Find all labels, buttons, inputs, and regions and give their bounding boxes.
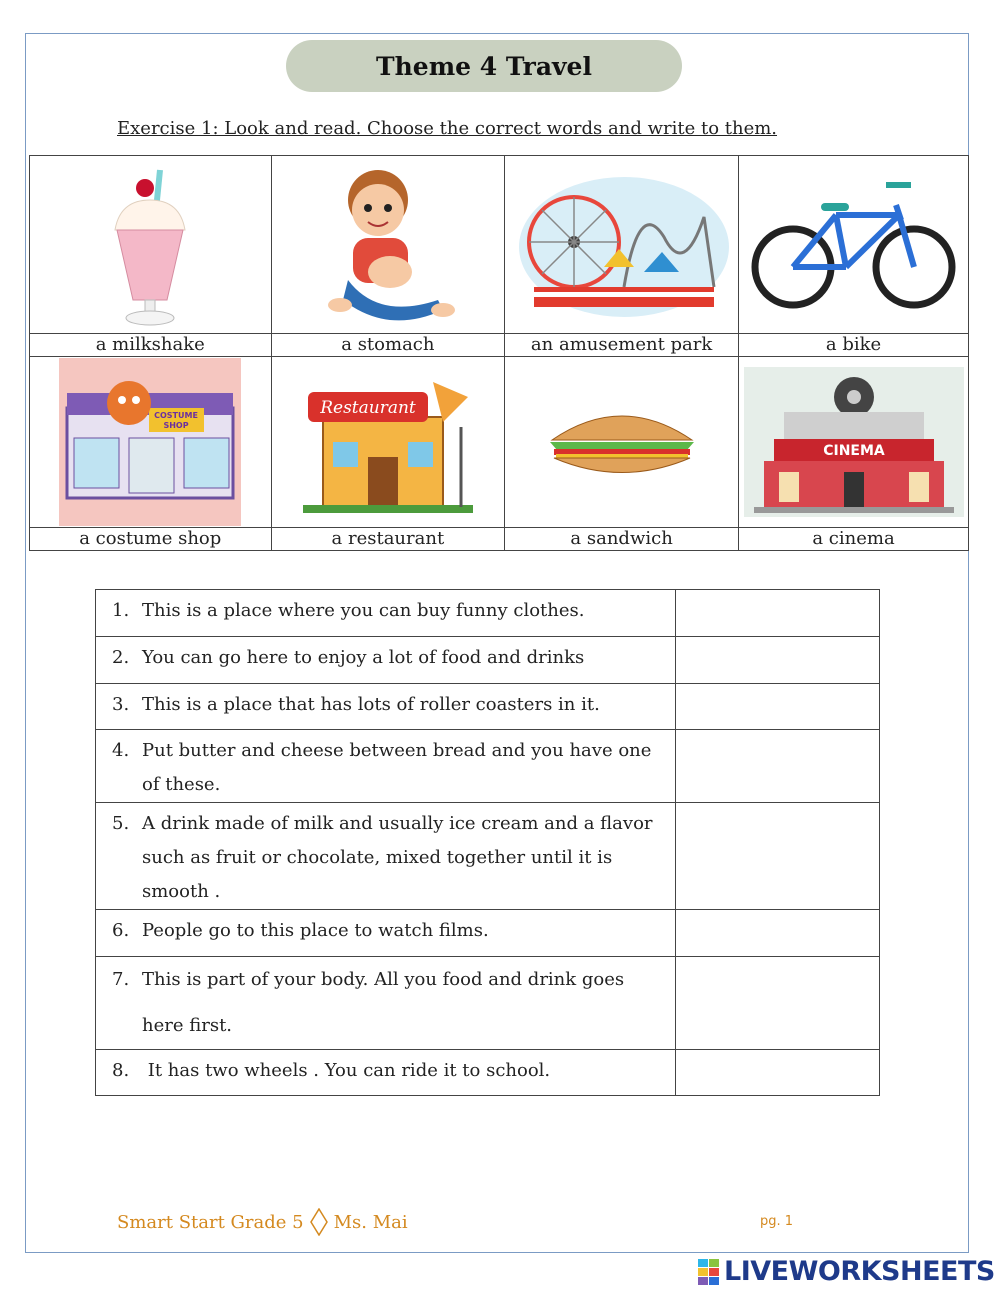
cinema-cell bbox=[739, 357, 969, 528]
table-row bbox=[96, 1050, 880, 1096]
svg-text:CINEMA: CINEMA bbox=[822, 443, 885, 459]
page-number: pg. 1 bbox=[760, 1214, 794, 1229]
footer-course: Smart Start Grade 5 bbox=[117, 1211, 304, 1233]
costume-shop-icon bbox=[59, 358, 241, 526]
picture-label: a stomach bbox=[271, 334, 505, 357]
page-title: Theme 4 Travel bbox=[286, 40, 682, 92]
table-row bbox=[96, 803, 880, 910]
diamond-icon bbox=[310, 1208, 328, 1236]
amusement-park-cell bbox=[505, 156, 739, 334]
boy-stomach-icon bbox=[318, 160, 458, 330]
liveworksheets-blocks-icon bbox=[698, 1259, 720, 1285]
picture-label: an amusement park bbox=[505, 334, 739, 357]
stomach-cell bbox=[271, 156, 505, 334]
picture-label: a milkshake bbox=[30, 334, 272, 357]
table-row bbox=[96, 957, 880, 1050]
milkshake-cell bbox=[30, 156, 272, 334]
answer-field[interactable] bbox=[675, 637, 879, 684]
question-table bbox=[95, 589, 880, 1096]
answer-field[interactable] bbox=[675, 730, 879, 803]
costume-shop-cell bbox=[30, 357, 272, 528]
question-text: This is part of your body. All you food and drink goes here first. bbox=[142, 969, 625, 1036]
question-number: 4. bbox=[112, 740, 130, 761]
svg-text:SHOP: SHOP bbox=[163, 421, 189, 430]
table-row bbox=[96, 910, 880, 957]
question-number: 8. bbox=[112, 1060, 130, 1081]
question-number: 1. bbox=[112, 600, 130, 621]
svg-text:COSTUME: COSTUME bbox=[154, 411, 199, 420]
picture-label: a sandwich bbox=[505, 528, 739, 551]
answer-field[interactable] bbox=[675, 1050, 879, 1096]
footer-credit bbox=[117, 1208, 408, 1236]
picture-label: a cinema bbox=[739, 528, 969, 551]
question-number: 3. bbox=[112, 694, 130, 715]
picture-label: a costume shop bbox=[30, 528, 272, 551]
question-number: 6. bbox=[112, 920, 130, 941]
table-row bbox=[96, 637, 880, 684]
liveworksheets-logo[interactable] bbox=[698, 1256, 995, 1287]
brand-name: LIVEWORKSHEETS bbox=[724, 1256, 995, 1287]
question-text: This is a place where you can buy funny clothes. bbox=[142, 600, 585, 621]
answer-field[interactable] bbox=[675, 803, 879, 910]
exercise-instruction: Exercise 1: Look and read. Choose the correct words and write to them. bbox=[117, 118, 778, 139]
cinema-icon bbox=[744, 367, 964, 517]
sandwich-icon bbox=[542, 402, 702, 482]
sandwich-cell bbox=[505, 357, 739, 528]
question-text: This is a place that has lots of roller coasters in it. bbox=[142, 694, 600, 715]
picture-label: a restaurant bbox=[271, 528, 505, 551]
answer-field[interactable] bbox=[675, 910, 879, 957]
question-text: You can go here to enjoy a lot of food and drinks bbox=[142, 647, 585, 668]
table-row bbox=[96, 730, 880, 803]
question-text: A drink made of milk and usually ice cream and a flavor such as fruit or chocolate, mixed together until it is smooth . bbox=[142, 813, 653, 902]
bike-cell bbox=[739, 156, 969, 334]
restaurant-icon bbox=[293, 367, 483, 517]
milkshake-icon bbox=[105, 160, 195, 330]
question-number: 2. bbox=[112, 647, 130, 668]
picture-grid bbox=[29, 155, 969, 551]
question-text: Put butter and cheese between bread and you have one of these. bbox=[142, 740, 652, 795]
amusement-park-icon bbox=[514, 167, 729, 322]
restaurant-cell bbox=[271, 357, 505, 528]
question-number: 7. bbox=[112, 969, 130, 990]
question-text: It has two wheels . You can ride it to school. bbox=[142, 1060, 551, 1081]
answer-field[interactable] bbox=[675, 590, 879, 637]
question-number: 5. bbox=[112, 813, 130, 834]
table-row bbox=[96, 684, 880, 730]
answer-field[interactable] bbox=[675, 684, 879, 730]
answer-field[interactable] bbox=[675, 957, 879, 1050]
bike-icon bbox=[751, 175, 956, 315]
svg-text:Restaurant: Restaurant bbox=[320, 398, 416, 418]
footer-teacher: Ms. Mai bbox=[333, 1211, 408, 1233]
table-row bbox=[96, 590, 880, 637]
picture-label: a bike bbox=[739, 334, 969, 357]
question-text: People go to this place to watch films. bbox=[142, 920, 489, 941]
